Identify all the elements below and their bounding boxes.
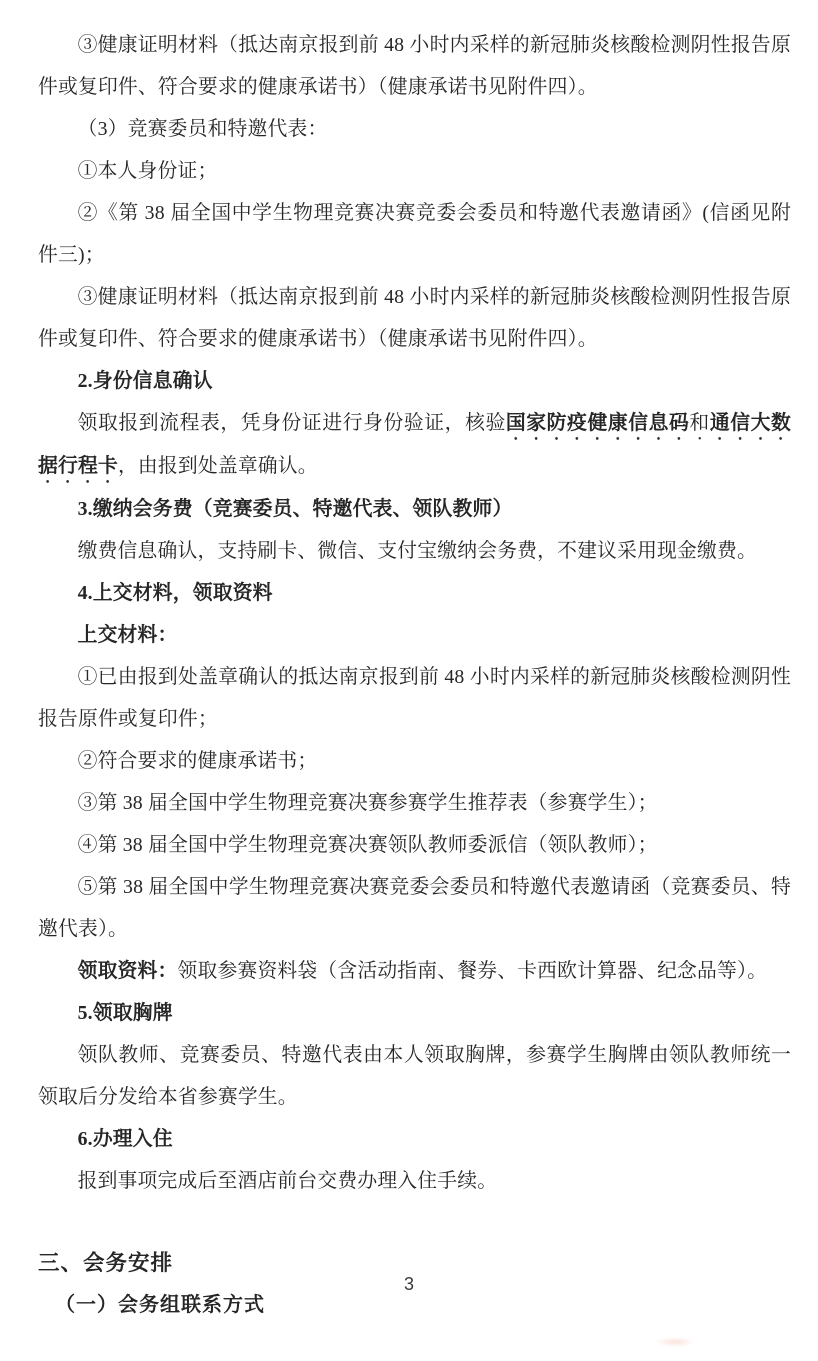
- paragraph: [38, 866, 791, 950]
- text-run: 5.领取胸牌: [77, 1002, 173, 1024]
- document-body: [38, 24, 791, 1326]
- emphasis-text: 国家防疫健康信息码: [505, 412, 690, 434]
- text-run: 4.上交材料，领取资料: [77, 582, 273, 604]
- paragraph: [38, 824, 791, 866]
- text-run: ③第 38 届全国中学生物理竞赛决赛参赛学生推荐表（参赛学生）；: [77, 792, 658, 814]
- text-run: （一）会务组联系方式: [55, 1294, 265, 1316]
- emphasis-text: 和: [689, 412, 710, 434]
- text-run: （3）竞赛委员和特邀代表：: [77, 118, 328, 140]
- numbered-heading: [38, 488, 791, 530]
- text-run: 三、会务安排: [38, 1251, 174, 1275]
- paragraph: [38, 150, 791, 192]
- text-run: 报到事项完成后至酒店前台交费办理入住手续。: [77, 1170, 498, 1192]
- text-run: ，由报到处盖章确认。: [117, 455, 318, 477]
- numbered-heading: [38, 572, 791, 614]
- emphasis-text: 领取资料：: [77, 960, 178, 982]
- text-run: 6.办理入住: [77, 1128, 173, 1150]
- text-run: 2.身份信息确认: [77, 370, 213, 392]
- text-run: ③健康证明材料（抵达南京报到前 48 小时内采样的新冠肺炎核酸检测阴性报告原件或复印件、符合要求的健康承诺书）（健康承诺书见附件四）。: [38, 34, 791, 98]
- text-run: ③健康证明材料（抵达南京报到前 48 小时内采样的新冠肺炎核酸检测阴性报告原件或复印件、符合要求的健康承诺书）（健康承诺书见附件四）。: [38, 286, 791, 350]
- scan-artifact: [655, 1337, 695, 1347]
- emphasis-text: 通信大数据行程卡: [38, 412, 791, 477]
- numbered-heading: [38, 360, 791, 402]
- paragraph: [38, 108, 791, 150]
- text-run: ②《第 38 届全国中学生物理竞赛决赛竞委会委员和特邀代表邀请函》(信函见附件三)；: [38, 202, 791, 266]
- text-run: 领取参赛资料袋（含活动指南、餐券、卡西欧计算器、纪念品等）。: [177, 960, 768, 982]
- text-run: ②符合要求的健康承诺书；: [77, 750, 318, 772]
- paragraph: [38, 530, 791, 572]
- paragraph: [38, 24, 791, 108]
- paragraph: [38, 1034, 791, 1118]
- text-run: ⑤第 38 届全国中学生物理竞赛决赛竞委会委员和特邀代表邀请函（竞赛委员、特邀代表）。: [38, 876, 791, 940]
- paragraph: [38, 740, 791, 782]
- text-run: 领队教师、竞赛委员、特邀代表由本人领取胸牌，参赛学生胸牌由领队教师统一领取后分发给本省参赛学生。: [38, 1044, 791, 1108]
- numbered-heading: [38, 1118, 791, 1160]
- text-run: 缴费信息确认，支持刷卡、微信、支付宝缴纳会务费，不建议采用现金缴费。: [77, 540, 757, 562]
- text-run: ①本人身份证；: [77, 160, 218, 182]
- paragraph: [38, 192, 791, 276]
- paragraph: [38, 276, 791, 360]
- paragraph: [38, 782, 791, 824]
- text-run: 3.缴纳会务费（竞赛委员、特邀代表、领队教师）: [77, 498, 513, 520]
- page-number: 3: [403, 1274, 414, 1294]
- numbered-heading: [38, 614, 791, 656]
- paragraph: [38, 402, 791, 488]
- paragraph: [38, 656, 791, 740]
- text-run: 上交材料：: [77, 624, 178, 646]
- text-run: ①已由报到处盖章确认的抵达南京报到前 48 小时内采样的新冠肺炎核酸检测阴性报告原件或复印件；: [38, 666, 791, 730]
- text-run: ④第 38 届全国中学生物理竞赛决赛领队教师委派信（领队教师）；: [77, 834, 658, 856]
- numbered-heading: [38, 992, 791, 1034]
- text-run: 领取报到流程表，凭身份证进行身份验证，核验: [77, 412, 506, 434]
- paragraph: [38, 950, 791, 992]
- paragraph: [38, 1160, 791, 1202]
